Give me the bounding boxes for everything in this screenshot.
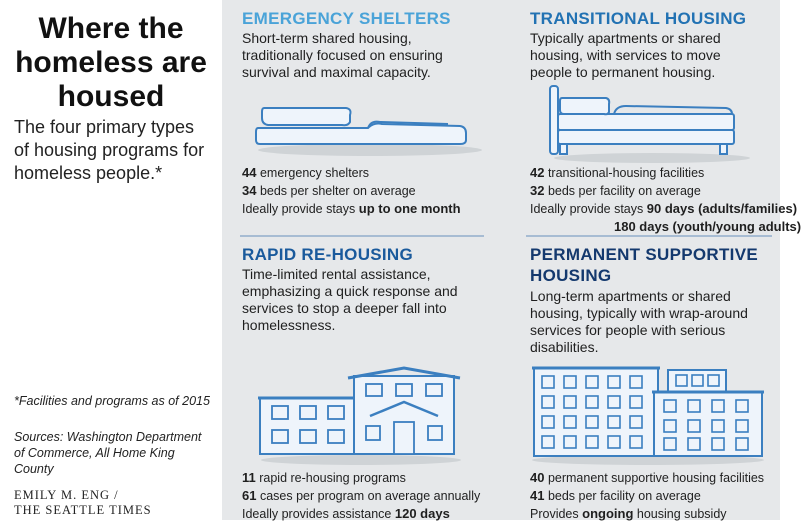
permanent-title-line1: PERMANENT SUPPORTIVE [530,245,758,264]
bed-icon [548,84,748,164]
rapid-count: 11 [242,470,256,485]
permanent-count-line [530,469,780,487]
permanent-count-text: permanent supportive housing facilities [547,471,765,485]
page-title: Where the homeless are housed [15,12,207,113]
rapid-cases-line [242,487,502,505]
emergency-title: EMERGENCY SHELTERS [242,9,451,28]
rapid-count-line [242,469,502,487]
transitional-stay-value-2: 180 days (youth/young adults) [614,219,801,234]
emergency-count: 44 [242,165,257,180]
emergency-stay-line [242,200,482,218]
permanent-subsidy-suffix: housing subsidy [636,507,727,521]
permanent-stats [530,469,780,523]
transitional-stay-line-2 [530,218,801,236]
rapid-assist-line [242,505,502,523]
transitional-title: TRANSITIONAL HOUSING [530,9,747,28]
transitional-stay-value-1: 90 days (adults/families) [646,201,798,216]
permanent-subsidy-line [530,505,780,523]
transitional-beds-line [530,182,780,200]
transitional-description: Typically apartments or shared housing, with services to move people to permanent housing. [530,30,721,80]
emergency-stay-prefix: Ideally provide stays [242,202,356,216]
house-icon [258,362,464,466]
emergency-beds: 34 [242,183,257,198]
rapid-count-text: rapid re-housing programs [259,471,406,485]
permanent-beds: 41 [530,488,545,503]
footnote: *Facilities and programs as of 2015 [14,394,210,408]
emergency-count-line [242,164,482,182]
transitional-stats [530,164,801,236]
emergency-count-text: emergency shelters [259,166,370,180]
emergency-beds-line [242,182,482,200]
credit-name: EMILY M. ENG / [14,488,119,502]
rapid-stats [242,469,502,523]
subtitle: The four primary types of housing programs for homeless people.* [14,117,205,183]
transitional-stay-prefix: Ideally provide stays [530,202,644,216]
emergency-stay-value: up to one month [358,201,461,216]
credit [14,488,220,518]
transitional-stay-line [530,200,798,218]
rapid-description: Time-limited rental assistance, emphasizing a quick response and services to stop a deeper fall into homelessness. [242,266,458,333]
transitional-beds: 32 [530,183,545,198]
permanent-count: 40 [530,470,545,485]
rapid-assist-value: 120 days [394,506,450,521]
transitional-count-text: transitional-housing facilities [547,166,705,180]
transitional-count-line [530,164,780,182]
permanent-beds-text: beds per facility on average [547,489,701,503]
credit-org: THE SEATTLE TIMES [14,503,152,517]
rapid-cases-text: cases per program on average annually [259,489,481,503]
emergency-beds-text: beds per shelter on average [259,184,416,198]
permanent-subsidy-prefix: Provides [530,507,579,521]
divider-left [240,235,484,237]
rapid-cases: 61 [242,488,257,503]
mattress-icon [252,100,482,160]
transitional-count: 42 [530,165,545,180]
permanent-title-line2: HOUSING [530,266,612,285]
emergency-description: Short-term shared housing, traditionally focused on ensuring survival and maximal capacity. [242,30,443,80]
permanent-title [530,244,758,286]
permanent-beds-line [530,487,780,505]
permanent-subsidy-value: ongoing [582,506,634,521]
apartment-building-icon [530,362,766,466]
sources-note: Sources: Washington Department of Commerce, All Home King County [14,430,202,476]
rapid-title: RAPID RE-HOUSING [242,245,414,264]
sidebar [0,0,222,520]
permanent-description: Long-term apartments or shared housing, typically with wrap-around services for people with serious disabilities. [530,288,748,355]
transitional-beds-text: beds per facility on average [547,184,701,198]
rapid-assist-prefix: Ideally provides assistance [242,507,392,521]
emergency-stats [242,164,482,218]
